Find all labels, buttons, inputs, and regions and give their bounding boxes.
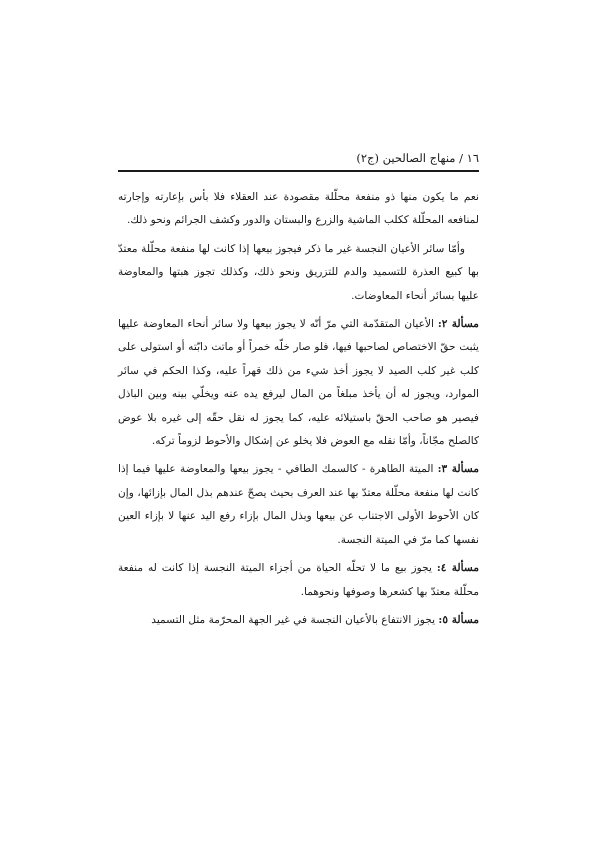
header-rule [118, 170, 479, 172]
issue-paragraph [118, 313, 479, 453]
header-separator: / [459, 151, 463, 165]
paragraph-text: وأمّا سائر الأعيان النجسة غير ما ذكر فيجوز بيعها إذا كانت لها منفعة محلّلة معتدّ بها كبيع العذرة للتسميد والدم للتزريق ونحو ذلك، وكذلك تجوز هبتها والمعاوضة عليها بسائر أنحاء المعاوضات. [118, 242, 479, 302]
issue-label: مسألة ٣: [437, 463, 479, 476]
issue-paragraph [118, 609, 479, 632]
document-page [118, 150, 479, 637]
running-header [118, 150, 479, 170]
issue-paragraph [118, 458, 479, 552]
paragraph-text: يجوز الانتفاع بالأعيان النجسة في غير الجهة المحرّمة مثل التسميد [151, 613, 436, 626]
paragraph-text: نعم ما يكون منها ذو منفعة محلّلة مقصودة عند العقلاء فلا بأس بإعارته وإجارته لمنافعه المحلّلة ككلب الماشية والزرع والبستان والدور وكشف الجرائم ونحو ذلك. [118, 191, 479, 227]
issue-label: مسألة ٤: [436, 562, 480, 575]
paragraph [118, 186, 479, 233]
page-number: ١٦ [466, 151, 479, 165]
paragraph-text: الميتة الطاهرة - كالسمك الطافي - يجوز بيعها والمعاوضة عليها فيما إذا كانت لها منفعة محلّلة معتدّ بها عند العرف بحيث يصحّ عندهم بذل المال بإزائها، وإن كان الأحوط الأولى الاجتناب عن بيعها وبذل المال بإزاء رفع اليد عنها لا بإزاء العين نفسها كما مرّ في الميتة النجسة. [118, 463, 479, 546]
issue-label: مسألة ٢: [437, 318, 479, 331]
paragraph [118, 238, 479, 308]
issue-label: مسألة ٥: [438, 613, 479, 626]
body-text [118, 186, 479, 632]
issue-paragraph [118, 557, 479, 604]
paragraph-text: يجوز بيع ما لا تحلّه الحياة من أجزاء الميتة النجسة إذا كانت له منفعة محلّلة معتدّ بها كشعرها وصوفها ونحوهما. [118, 562, 479, 598]
paragraph-text: الأعيان المتقدّمة التي مرّ أنّه لا يجوز بيعها ولا سائر أنحاء المعاوضة عليها يثبت حقّ الاختصاص لصاحبها فيها، فلو صار خلّه خمراً أو ماتت دابّته أو استولى على كلب غير كلب الصيد لا يجوز أخذ شيء من ذلك قهراً عليه، وكذا الحكم في سائر الموارد، ويجوز له أن يأخذ مبلغاً من المال ليرفع يده عنه ويخلّي بينه وبين الباذل فيصير هو صاحب الحقّ باستيلائه عليه، كما يجوز له نقل حقّه إلى غيره بلا عوض كالصلح مجّاناً، وأمّا نقله مع العوض فلا يخلو عن إشكال والأحوط لزوماً تركه. [118, 318, 479, 448]
book-title: منهاج الصالحين (ج٢) [356, 151, 456, 165]
